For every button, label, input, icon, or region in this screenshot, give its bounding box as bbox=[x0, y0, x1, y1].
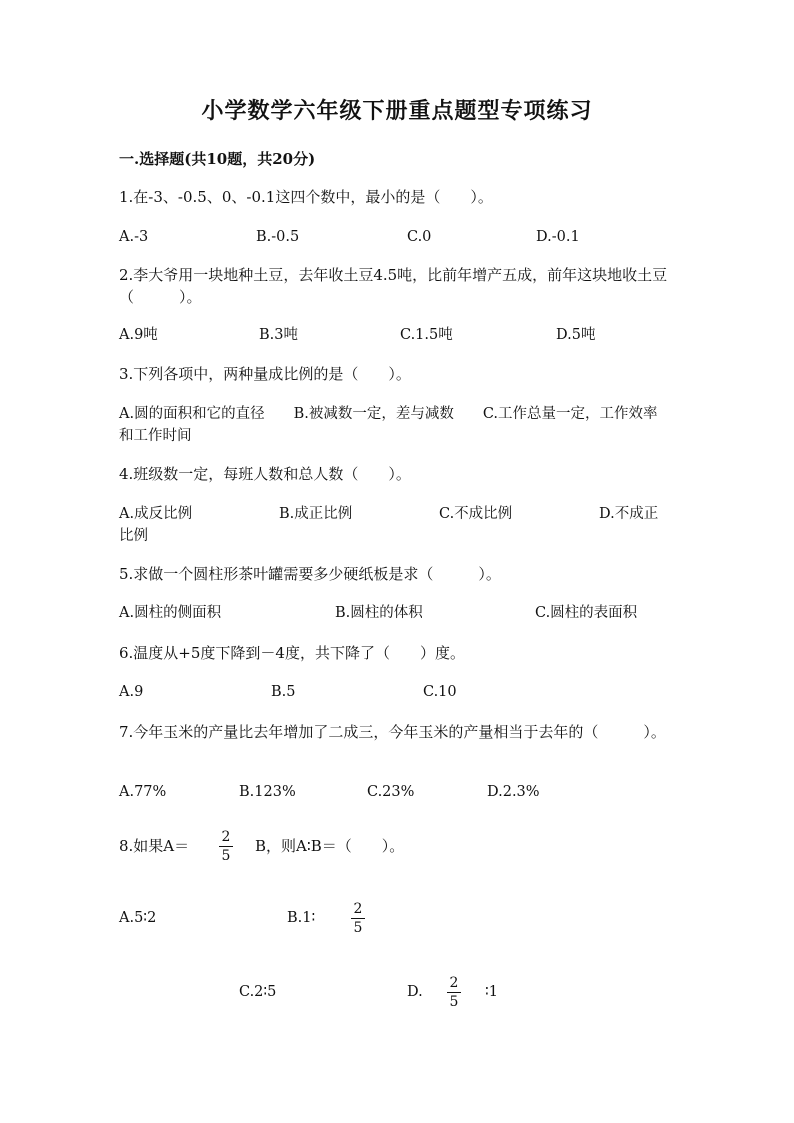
page-title: 小学数学六年级下册重点题型专项练习 bbox=[201, 98, 593, 124]
q4-option-c[interactable]: C.不成比例 bbox=[439, 506, 513, 522]
section-heading: 一.选择题(共10题，共20分) bbox=[119, 150, 316, 168]
q8-option-b[interactable]: B.1∶ bbox=[287, 910, 316, 926]
question-5: 5.求做一个圆柱形茶叶罐需要多少硬纸板是求（ ）。 bbox=[119, 565, 501, 583]
q1-option-a[interactable]: A.-3 bbox=[119, 229, 149, 245]
fraction-denominator: 5 bbox=[449, 994, 459, 1010]
q4-option-d[interactable]: D.不成正 bbox=[599, 506, 659, 522]
question-1: 1.在-3、-0.5、0、-0.1这四个数中，最小的是（ ）。 bbox=[119, 188, 493, 206]
fraction-denominator: 5 bbox=[221, 848, 231, 864]
q8-fraction bbox=[217, 829, 235, 864]
fraction-bar bbox=[351, 918, 365, 919]
q4-option-b[interactable]: B.成正比例 bbox=[279, 506, 353, 522]
q8-option-d[interactable]: D. bbox=[407, 984, 423, 1000]
fraction-bar bbox=[447, 992, 461, 993]
q2-option-b[interactable]: B.3吨 bbox=[259, 327, 298, 343]
q1-option-b[interactable]: B.-0.5 bbox=[256, 229, 300, 245]
q7-option-a[interactable]: A.77% bbox=[119, 784, 167, 800]
q8-option-a[interactable]: A.5∶2 bbox=[119, 910, 157, 926]
q8-option-d-suffix: ∶1 bbox=[485, 984, 498, 1000]
q5-option-a[interactable]: A.圆柱的侧面积 bbox=[119, 605, 222, 621]
q6-option-c[interactable]: C.10 bbox=[423, 684, 457, 700]
fraction-numerator: 2 bbox=[353, 901, 363, 917]
question-3: 3.下列各项中，两种量成比例的是（ ）。 bbox=[119, 365, 411, 383]
question-2: 2.李大爷用一块地种土豆，去年收土豆4.5吨，比前年增产五成，前年这块地收土豆（ ）。 bbox=[119, 266, 668, 306]
q1-option-c[interactable]: C.0 bbox=[407, 229, 432, 245]
q1-option-d[interactable]: D.-0.1 bbox=[536, 229, 580, 245]
q2-option-d[interactable]: D.5吨 bbox=[556, 327, 596, 343]
q5-option-c[interactable]: C.圆柱的表面积 bbox=[535, 605, 638, 621]
fraction-numerator: 2 bbox=[221, 829, 231, 845]
q7-option-d[interactable]: D.2.3% bbox=[487, 784, 540, 800]
q2-option-a[interactable]: A.9吨 bbox=[119, 327, 158, 343]
q6-option-a[interactable]: A.9 bbox=[119, 684, 144, 700]
q7-option-c[interactable]: C.23% bbox=[367, 784, 415, 800]
question-6: 6.温度从+5度下降到－4度，共下降了（ ）度。 bbox=[119, 644, 465, 662]
q8-option-c[interactable]: C.2∶5 bbox=[239, 984, 277, 1000]
q3-options[interactable]: A.圆的面积和它的直径 B.被减数一定，差与减数 C.工作总量一定，工作效率和工作时间 bbox=[119, 406, 658, 444]
question-8-suffix: B，则A∶B＝（ ）。 bbox=[255, 837, 405, 855]
q6-option-b[interactable]: B.5 bbox=[271, 684, 296, 700]
fraction-bar bbox=[219, 846, 233, 847]
question-8-prefix: 8.如果A＝ bbox=[119, 837, 190, 855]
q2-option-c[interactable]: C.1.5吨 bbox=[400, 327, 453, 343]
question-4: 4.班级数一定，每班人数和总人数（ ）。 bbox=[119, 465, 411, 483]
fraction-numerator: 2 bbox=[449, 975, 459, 991]
q8-option-d-fraction bbox=[445, 975, 463, 1010]
q4-option-a[interactable]: A.成反比例 bbox=[119, 506, 193, 522]
q5-option-b[interactable]: B.圆柱的体积 bbox=[335, 605, 423, 621]
question-7: 7.今年玉米的产量比去年增加了二成三，今年玉米的产量相当于去年的（ ）。 bbox=[119, 723, 666, 741]
q7-option-b[interactable]: B.123% bbox=[239, 784, 296, 800]
q4-option-d-wrap: 比例 bbox=[119, 528, 148, 544]
fraction-denominator: 5 bbox=[353, 920, 363, 936]
q8-option-b-fraction bbox=[349, 901, 367, 936]
